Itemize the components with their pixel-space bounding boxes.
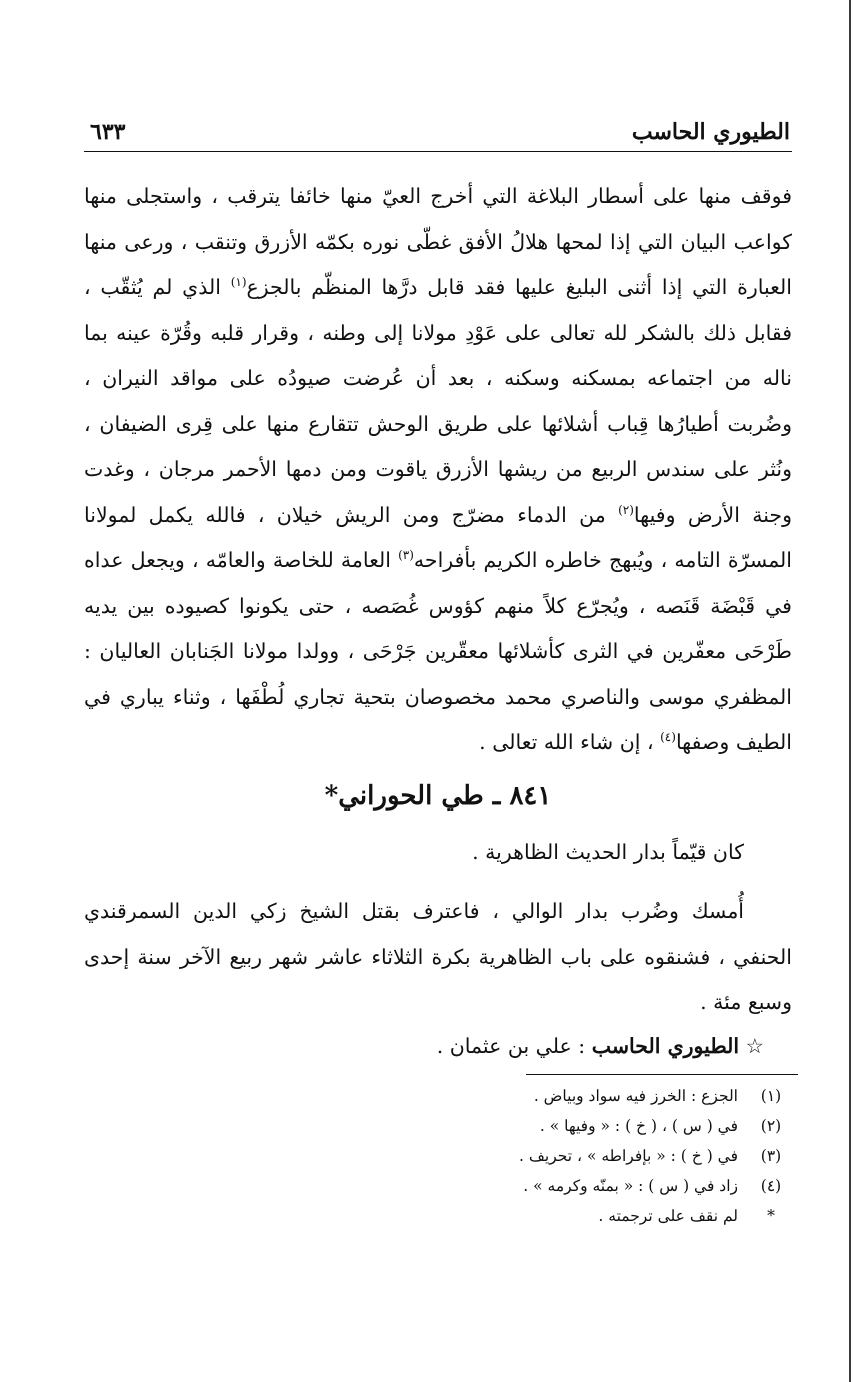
letter-text bbox=[84, 174, 792, 766]
crossref-name: الطيوري الحاسب bbox=[591, 1033, 740, 1058]
crossref-rest: : علي بن عثمان . bbox=[436, 1033, 586, 1058]
footnotes bbox=[84, 1081, 792, 1231]
entry-line-2: أُمسك وضُرب بدار الوالي ، فاعترف بقتل الشيخ زكي الدين السمرقندي الحنفي ، فشنقوه على باب الظاهرية بكرة الثلاثاء عاشر شهر ربيع الآخر سنة إحدى وسبع مئة . bbox=[84, 899, 792, 1014]
entry-line-1: كان قيّماً بدار الحديث الظاهرية . bbox=[472, 839, 744, 864]
footnote-divider bbox=[526, 1074, 798, 1075]
footnote-ref-3: (٣) bbox=[398, 548, 414, 563]
running-header bbox=[84, 108, 792, 152]
footnote-ref-4: (٤) bbox=[660, 730, 676, 745]
star-icon: ☆ bbox=[745, 1033, 764, 1058]
scan-edge-line bbox=[849, 0, 851, 1382]
text-segment-4: العامة للخاصة والعامّه ، ويجعل عداه في قَبْضَة قَنَصه ، ويُجرّع كلاً منهم كؤوس غُصَصه ، حتى يكونوا كصيوده بين يديه طَرْحَى معفّرين في الثرى كأشلائها معقّرين جَرْحَى ، وولدا مولانا الجَنابان العاليان : المظفري موسى والناصري محمد مخصوصان بتحية تجاري لُطْفَها ، وثناء يباري في الطيف وصفها bbox=[84, 548, 792, 754]
paragraph-gap bbox=[84, 875, 792, 889]
cross-reference bbox=[84, 1026, 764, 1066]
footnote-item bbox=[84, 1141, 792, 1171]
footnote-number: (٣) bbox=[760, 1146, 782, 1165]
footnote-item bbox=[84, 1111, 792, 1141]
text-segment-2: الذي لم يُثقّب ، فقابل ذلك بالشكر لله تعالى على عَوْدِ مولانا إلى وطنه ، وقرار قلبه وقُرّة عينه بما ناله من اجتماعه بمسكنه وسكنه ، بعد أن عُرضت صيودُه على مواقد النيران ، وضُربت أطيارُها قِباب أشلائها على طريق الوحش تتقارع منها على قِرى الضيفان ، ونُثر على سندس الربيع من ريشها الأزرق ياقوت ومن دمها الأحمر مرجان ، وغدت وجنة الأرض وفيها bbox=[84, 275, 792, 527]
running-title: الطيوري الحاسب bbox=[631, 119, 790, 145]
book-page bbox=[84, 108, 792, 1231]
text-segment-1: فوقف منها على أسطار البلاغة التي أخرج العيّ منها خائفا يترقب ، واستجلى منها كواعب البيان التي إذا لمحها هلالُ الأفق غطّى نوره بكمّه الأزرق وتنقب ، ورعى منها العبارة التي إذا أثنى البليغ عليها فقد قابل درَّها المنظّم بالجزع bbox=[84, 184, 792, 299]
footnote-text: لم نقف على ترجمته . bbox=[598, 1206, 738, 1225]
page-number: ٦٣٣ bbox=[90, 119, 126, 145]
footnote-item bbox=[84, 1171, 792, 1201]
footnote-item bbox=[84, 1201, 792, 1231]
footnote-number: * bbox=[767, 1206, 775, 1225]
footnote-text: زاد في ( س ) : « بمنّه وكرمه » . bbox=[523, 1176, 738, 1195]
footnote-number: (٤) bbox=[760, 1176, 782, 1195]
footnote-ref-2: (٢) bbox=[618, 502, 634, 517]
footnote-text: في ( س ) ، ( خ ) : « وفيها » . bbox=[539, 1116, 738, 1135]
letter-paragraph bbox=[84, 174, 792, 766]
footnote-text: الجزع : الخرز فيه سواد وبياض . bbox=[533, 1086, 738, 1105]
entry-heading: ٨٤١ ـ طي الحوراني* bbox=[324, 780, 552, 811]
text-segment-5: ، إن شاء الله تعالى . bbox=[479, 730, 654, 754]
footnote-number: (٢) bbox=[760, 1116, 782, 1135]
footnote-text: في ( خ ) : « بإفراطه » ، تحريف . bbox=[519, 1146, 738, 1165]
text-segment-3: من الدماء مضرّج ومن الريش خيلان ، فالله يكمل لمولانا المسرّة التامه ، ويُبهج خاطره الكريم بأفراحه bbox=[84, 502, 792, 572]
footnote-item bbox=[84, 1081, 792, 1111]
footnote-ref-1: (١) bbox=[230, 275, 247, 290]
footnote-number: (١) bbox=[760, 1086, 782, 1105]
